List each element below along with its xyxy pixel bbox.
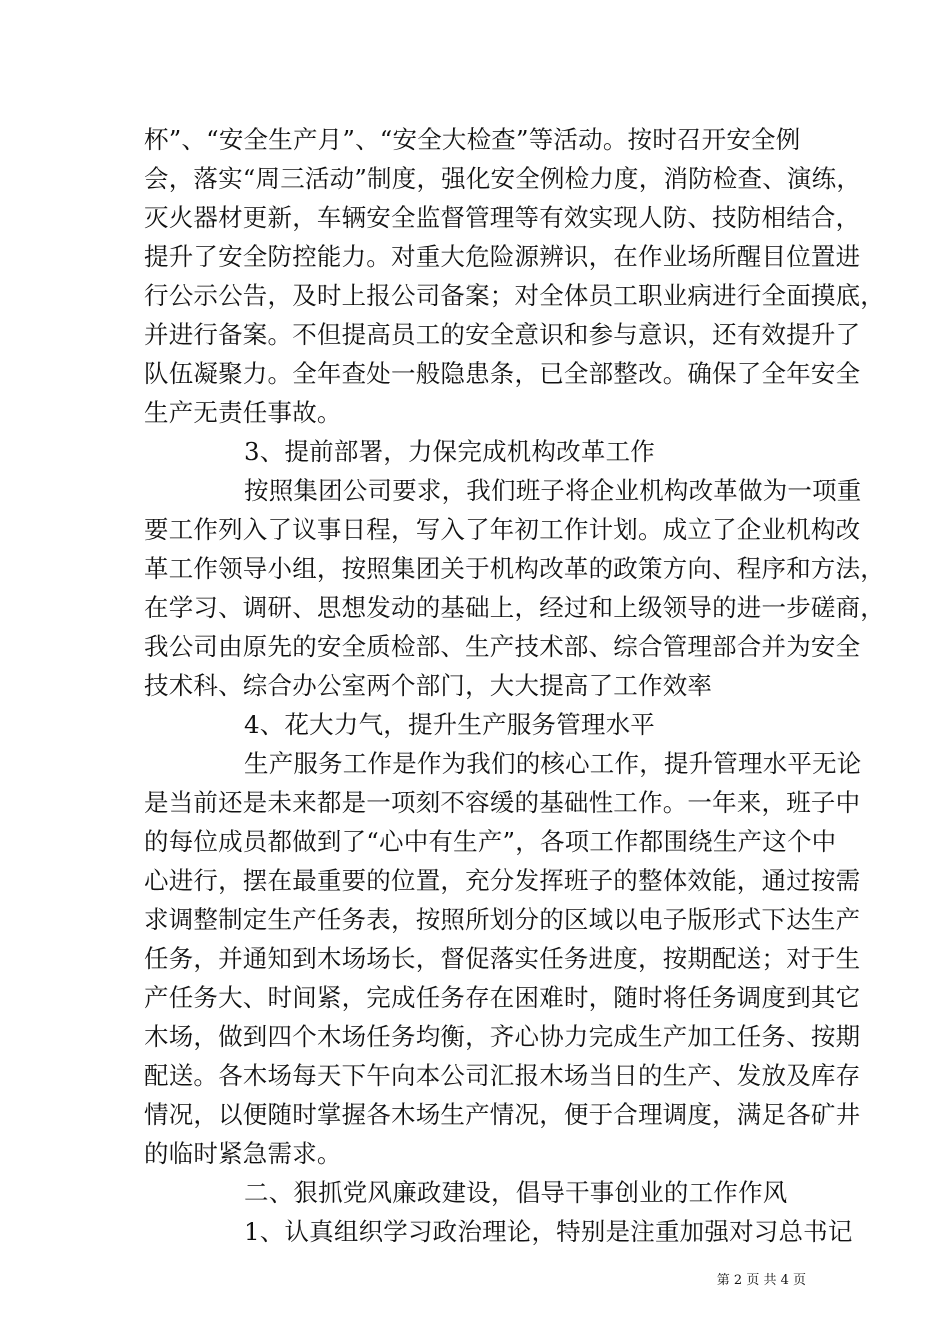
body-text-line: 生产无责任事故。 xyxy=(144,398,342,427)
body-text-line: 队伍凝聚力。全年查处一般隐患条，已全部整改。确保了全年安全 xyxy=(144,359,861,388)
body-text-line: 生产服务工作是作为我们的核心工作，提升管理水平无论 xyxy=(244,749,862,778)
section-heading: 1、认真组织学习政治理论，特别是注重加强对习总书记 xyxy=(244,1217,853,1246)
body-text-line: 求调整制定生产任务表，按照所划分的区域以电子版形式下达生产 xyxy=(144,905,861,934)
section-heading: 4、花大力气，提升生产服务管理水平 xyxy=(244,710,655,739)
body-text-line: 要工作列入了议事日程，写入了年初工作计划。成立了企业机构改 xyxy=(144,515,861,544)
body-text-line: 灭火器材更新，车辆安全监督管理等有效实现人防、技防相结合， xyxy=(144,203,861,232)
body-text-line: 技术科、综合办公室两个部门，大大提高了工作效率 xyxy=(144,671,713,700)
section-heading: 二、狠抓党风廉政建设，倡导干事创业的工作作风 xyxy=(244,1178,788,1207)
body-text-line: 我公司由原先的安全质检部、生产技术部、综合管理部合并为安全 xyxy=(144,632,861,661)
body-text-line: 情况，以便随时掌握各木场生产情况，便于合理调度，满足各矿井 xyxy=(144,1100,861,1129)
body-text-line: 会，落实“周三活动”制度，强化安全例检力度，消防检查、演练， xyxy=(144,164,862,193)
body-text-line: 配送。各木场每天下午向本公司汇报木场当日的生产、发放及库存 xyxy=(144,1061,861,1090)
body-text-line: 的临时紧急需求。 xyxy=(144,1139,342,1168)
body-text-line: 在学习、调研、思想发动的基础上，经过和上级领导的进一步磋商， xyxy=(144,593,885,622)
body-text-line: 行公示公告，及时上报公司备案；对全体员工职业病进行全面摸底， xyxy=(144,281,885,310)
body-text-line: 杯”、“安全生产月”、“安全大检查”等活动。按时召开安全例 xyxy=(144,125,801,154)
body-text-line: 提升了安全防控能力。对重大危险源辨识，在作业场所醒目位置进 xyxy=(144,242,861,271)
body-text-line: 按照集团公司要求，我们班子将企业机构改革做为一项重 xyxy=(244,476,862,505)
body-text-line: 革工作领导小组，按照集团关于机构改革的政策方向、程序和方法， xyxy=(144,554,885,583)
section-heading: 3、提前部署，力保完成机构改革工作 xyxy=(244,437,655,466)
body-text-line: 任务，并通知到木场场长，督促落实任务进度，按期配送；对于生 xyxy=(144,944,861,973)
body-text-line: 是当前还是未来都是一项刻不容缓的基础性工作。一年来，班子中 xyxy=(144,788,861,817)
body-text-line: 并进行备案。不但提高员工的安全意识和参与意识，还有效提升了 xyxy=(144,320,861,349)
page-number: 第 2 页 共 4 页 xyxy=(716,1273,806,1288)
body-text-line: 的每位成员都做到了“心中有生产”，各项工作都围绕生产这个中 xyxy=(144,827,837,856)
body-text-line: 木场，做到四个木场任务均衡，齐心协力完成生产加工任务、按期 xyxy=(144,1022,861,1051)
body-text-line: 产任务大、时间紧，完成任务存在困难时，随时将任务调度到其它 xyxy=(144,983,861,1012)
body-text-line: 心进行，摆在最重要的位置，充分发挥班子的整体效能，通过按需 xyxy=(144,866,861,895)
